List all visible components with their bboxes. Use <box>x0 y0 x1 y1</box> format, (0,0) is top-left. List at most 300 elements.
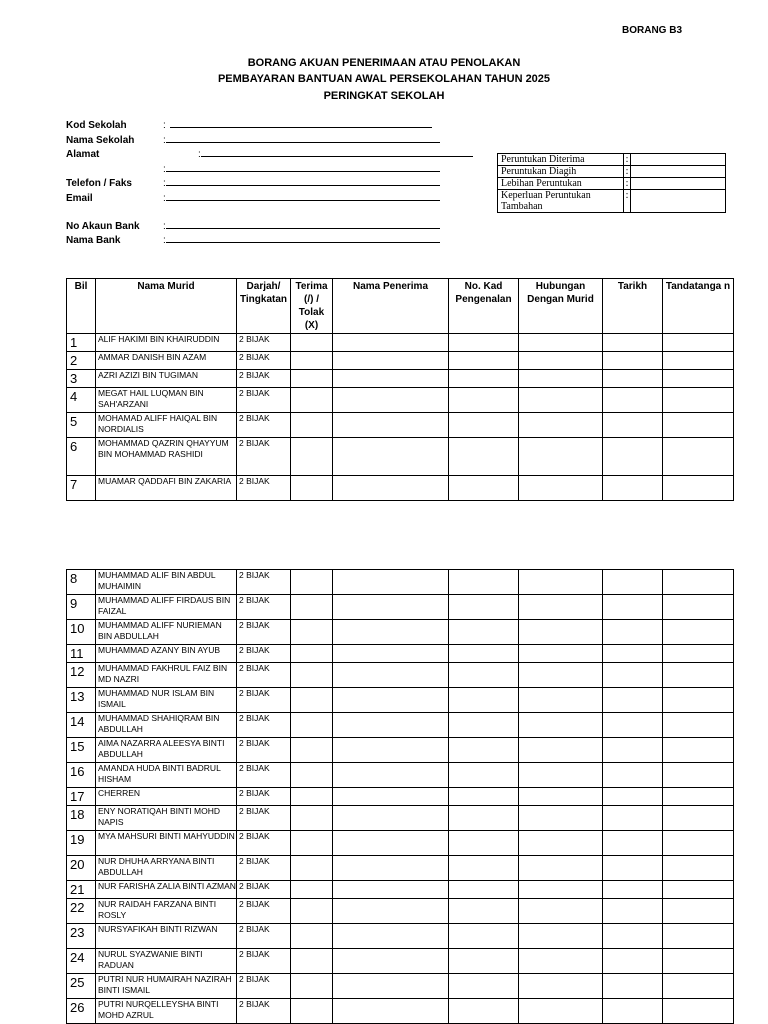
allocation-label: Peruntukan Diterima <box>498 154 624 166</box>
cell-hubungan[interactable] <box>519 949 603 974</box>
cell-nama-penerima[interactable] <box>333 738 449 763</box>
cell-bil: 18 <box>67 806 96 831</box>
cell-darjah: 2 BIJAK <box>237 924 291 949</box>
cell-darjah: 2 BIJAK <box>237 831 291 856</box>
cell-tandatangan[interactable] <box>663 999 734 1024</box>
cell-darjah: 2 BIJAK <box>237 738 291 763</box>
cell-nama-murid: AMMAR DANISH BIN AZAM <box>96 352 237 370</box>
cell-hubungan[interactable] <box>519 663 603 688</box>
label-kod-sekolah: Kod Sekolah <box>66 120 127 131</box>
cell-tarikh[interactable] <box>603 831 663 856</box>
allocation-row <box>498 166 726 178</box>
cell-hubungan[interactable] <box>519 620 603 645</box>
field-colon: : <box>163 221 166 232</box>
cell-darjah: 2 BIJAK <box>237 645 291 663</box>
cell-nama-murid: ALIF HAKIMI BIN KHAIRUDDIN <box>96 334 237 352</box>
cell-tandatangan[interactable] <box>663 806 734 831</box>
cell-nama-penerima[interactable] <box>333 856 449 881</box>
field-nama-bank[interactable] <box>163 235 440 246</box>
cell-tarikh[interactable] <box>603 713 663 738</box>
cell-tarikh[interactable] <box>603 595 663 620</box>
cell-tandatangan[interactable] <box>663 476 734 501</box>
table-header-row <box>67 279 734 334</box>
cell-terima[interactable] <box>291 413 333 438</box>
cell-tandatangan[interactable] <box>663 949 734 974</box>
cell-no-kad[interactable] <box>449 999 519 1024</box>
cell-tandatangan[interactable] <box>663 788 734 806</box>
cell-nama-penerima[interactable] <box>333 881 449 899</box>
cell-darjah: 2 BIJAK <box>237 949 291 974</box>
table-row <box>67 413 734 438</box>
cell-hubungan[interactable] <box>519 388 603 413</box>
cell-no-kad[interactable] <box>449 924 519 949</box>
cell-nama-penerima[interactable] <box>333 806 449 831</box>
cell-tandatangan[interactable] <box>663 438 734 476</box>
cell-terima[interactable] <box>291 620 333 645</box>
cell-tarikh[interactable] <box>603 413 663 438</box>
allocation-row <box>498 178 726 190</box>
cell-bil: 7 <box>67 476 96 501</box>
table-row <box>67 570 734 595</box>
cell-nama-murid: MUHAMMAD SHAHIQRAM BIN ABDULLAH <box>96 713 237 738</box>
cell-nama-penerima[interactable] <box>333 688 449 713</box>
cell-tarikh[interactable] <box>603 999 663 1024</box>
allocation-colon: : <box>624 154 631 166</box>
cell-no-kad[interactable] <box>449 831 519 856</box>
cell-darjah: 2 BIJAK <box>237 974 291 999</box>
cell-nama-murid: PUTRI NUR HUMAIRAH NAZIRAH BINTI ISMAIL <box>96 974 237 999</box>
cell-nama-murid: ENY NORATIQAH BINTI MOHD NAPIS <box>96 806 237 831</box>
cell-tarikh[interactable] <box>603 949 663 974</box>
cell-terima[interactable] <box>291 788 333 806</box>
cell-nama-penerima[interactable] <box>333 570 449 595</box>
cell-tandatangan[interactable] <box>663 645 734 663</box>
cell-nama-penerima[interactable] <box>333 831 449 856</box>
cell-terima[interactable] <box>291 974 333 999</box>
cell-tarikh[interactable] <box>603 924 663 949</box>
cell-no-kad[interactable] <box>449 899 519 924</box>
field-nama-sekolah[interactable] <box>163 135 440 146</box>
allocation-table <box>497 153 726 213</box>
cell-nama-penerima[interactable] <box>333 999 449 1024</box>
cell-darjah: 2 BIJAK <box>237 856 291 881</box>
table-row <box>67 881 734 899</box>
cell-darjah: 2 BIJAK <box>237 352 291 370</box>
cell-tarikh[interactable] <box>603 806 663 831</box>
cell-no-kad[interactable] <box>449 334 519 352</box>
cell-terima[interactable] <box>291 570 333 595</box>
cell-tarikh[interactable] <box>603 788 663 806</box>
table-row <box>67 949 734 974</box>
label-email: Email <box>66 193 93 204</box>
header-tandatangan: Tandatanga n <box>663 279 734 334</box>
cell-darjah: 2 BIJAK <box>237 713 291 738</box>
cell-hubungan[interactable] <box>519 899 603 924</box>
cell-nama-penerima[interactable] <box>333 974 449 999</box>
cell-tarikh[interactable] <box>603 352 663 370</box>
cell-bil: 6 <box>67 438 96 476</box>
cell-nama-murid: MUHAMMAD AZANY BIN AYUB <box>96 645 237 663</box>
cell-terima[interactable] <box>291 881 333 899</box>
student-table-page1 <box>66 278 734 501</box>
cell-terima[interactable] <box>291 763 333 788</box>
student-table-page2 <box>66 569 734 1024</box>
cell-nama-murid: MUAMAR QADDAFI BIN ZAKARIA <box>96 476 237 501</box>
cell-tandatangan[interactable] <box>663 570 734 595</box>
cell-nama-murid: NURUL SYAZWANIE BINTI RADUAN <box>96 949 237 974</box>
label-alamat: Alamat <box>66 149 100 160</box>
form-title-line2: PEMBAYARAN BANTUAN AWAL PERSEKOLAHAN TAHUN 2025 <box>217 73 551 85</box>
cell-tarikh[interactable] <box>603 688 663 713</box>
cell-nama-murid: MOHAMAD ALIFF HAIQAL BIN NORDIALIS <box>96 413 237 438</box>
cell-tarikh[interactable] <box>603 370 663 388</box>
cell-terima[interactable] <box>291 924 333 949</box>
allocation-value[interactable] <box>631 166 726 178</box>
form-code: BORANG B3 <box>622 25 683 36</box>
cell-no-kad[interactable] <box>449 788 519 806</box>
cell-hubungan[interactable] <box>519 370 603 388</box>
cell-nama-penerima[interactable] <box>333 620 449 645</box>
table-row <box>67 620 734 645</box>
cell-no-kad[interactable] <box>449 738 519 763</box>
cell-nama-penerima[interactable] <box>333 788 449 806</box>
cell-terima[interactable] <box>291 438 333 476</box>
cell-tarikh[interactable] <box>603 974 663 999</box>
cell-bil: 24 <box>67 949 96 974</box>
cell-tandatangan[interactable] <box>663 620 734 645</box>
cell-no-kad[interactable] <box>449 476 519 501</box>
table-row <box>67 352 734 370</box>
cell-bil: 4 <box>67 388 96 413</box>
cell-tandatangan[interactable] <box>663 663 734 688</box>
cell-darjah: 2 BIJAK <box>237 806 291 831</box>
cell-hubungan[interactable] <box>519 713 603 738</box>
cell-nama-murid: PUTRI NURQELLEYSHA BINTI MOHD AZRUL <box>96 999 237 1024</box>
cell-bil: 17 <box>67 788 96 806</box>
cell-bil: 21 <box>67 881 96 899</box>
cell-nama-murid: MEGAT HAIL LUQMAN BIN SAH'ARZANI <box>96 388 237 413</box>
cell-terima[interactable] <box>291 831 333 856</box>
table-row <box>67 856 734 881</box>
cell-tandatangan[interactable] <box>663 899 734 924</box>
cell-hubungan[interactable] <box>519 645 603 663</box>
cell-bil: 20 <box>67 856 96 881</box>
cell-no-kad[interactable] <box>449 763 519 788</box>
field-email[interactable] <box>163 193 440 204</box>
cell-nama-murid: MOHAMMAD QAZRIN QHAYYUM BIN MOHAMMAD RASHIDI <box>96 438 237 476</box>
cell-tandatangan[interactable] <box>663 881 734 899</box>
cell-hubungan[interactable] <box>519 334 603 352</box>
allocation-value[interactable] <box>631 190 726 213</box>
allocation-colon: : <box>624 190 631 213</box>
cell-tandatangan[interactable] <box>663 688 734 713</box>
cell-terima[interactable] <box>291 388 333 413</box>
allocation-value[interactable] <box>631 154 726 166</box>
cell-darjah: 2 BIJAK <box>237 388 291 413</box>
field-colon: : <box>163 135 166 146</box>
header-bil: Bil <box>67 279 96 334</box>
cell-tandatangan[interactable] <box>663 831 734 856</box>
table-row <box>67 924 734 949</box>
cell-no-kad[interactable] <box>449 688 519 713</box>
field-no-akaun[interactable] <box>163 221 440 232</box>
cell-no-kad[interactable] <box>449 949 519 974</box>
cell-tandatangan[interactable] <box>663 713 734 738</box>
table-row <box>67 788 734 806</box>
table-row <box>67 763 734 788</box>
cell-hubungan[interactable] <box>519 831 603 856</box>
cell-terima[interactable] <box>291 663 333 688</box>
table-row <box>67 334 734 352</box>
cell-tarikh[interactable] <box>603 856 663 881</box>
header-nama-penerima: Nama Penerima <box>333 279 449 334</box>
cell-terima[interactable] <box>291 645 333 663</box>
cell-darjah: 2 BIJAK <box>237 999 291 1024</box>
cell-terima[interactable] <box>291 856 333 881</box>
table-row <box>67 806 734 831</box>
cell-nama-murid: MUHAMMAD FAKHRUL FAIZ BIN MD NAZRI <box>96 663 237 688</box>
cell-tandatangan[interactable] <box>663 738 734 763</box>
cell-bil: 12 <box>67 663 96 688</box>
cell-tandatangan[interactable] <box>663 763 734 788</box>
cell-tarikh[interactable] <box>603 388 663 413</box>
cell-nama-penerima[interactable] <box>333 763 449 788</box>
cell-terima[interactable] <box>291 334 333 352</box>
cell-bil: 10 <box>67 620 96 645</box>
cell-nama-murid: NUR DHUHA ARRYANA BINTI ABDULLAH <box>96 856 237 881</box>
cell-nama-murid: AMANDA HUDA BINTI BADRUL HISHAM <box>96 763 237 788</box>
cell-no-kad[interactable] <box>449 438 519 476</box>
cell-darjah: 2 BIJAK <box>237 663 291 688</box>
cell-darjah: 2 BIJAK <box>237 595 291 620</box>
cell-hubungan[interactable] <box>519 881 603 899</box>
cell-bil: 5 <box>67 413 96 438</box>
table-row <box>67 663 734 688</box>
table-row <box>67 645 734 663</box>
cell-no-kad[interactable] <box>449 713 519 738</box>
allocation-row <box>498 154 726 166</box>
allocation-colon: : <box>624 166 631 178</box>
cell-terima[interactable] <box>291 899 333 924</box>
cell-nama-penerima[interactable] <box>333 438 449 476</box>
cell-bil: 11 <box>67 645 96 663</box>
field-kod-sekolah[interactable] <box>163 120 432 131</box>
cell-tandatangan[interactable] <box>663 334 734 352</box>
cell-no-kad[interactable] <box>449 881 519 899</box>
cell-nama-murid: NUR RAIDAH FARZANA BINTI ROSLY <box>96 899 237 924</box>
field-alamat-1[interactable] <box>198 149 473 160</box>
allocation-row <box>498 190 726 213</box>
cell-tarikh[interactable] <box>603 620 663 645</box>
cell-bil: 16 <box>67 763 96 788</box>
label-telefon: Telefon / Faks <box>66 178 132 189</box>
field-alamat-2[interactable] <box>163 164 440 175</box>
cell-darjah: 2 BIJAK <box>237 370 291 388</box>
cell-tarikh[interactable] <box>603 645 663 663</box>
cell-tandatangan[interactable] <box>663 413 734 438</box>
cell-bil: 9 <box>67 595 96 620</box>
cell-bil: 15 <box>67 738 96 763</box>
cell-nama-penerima[interactable] <box>333 924 449 949</box>
cell-bil: 19 <box>67 831 96 856</box>
table-row <box>67 738 734 763</box>
table-row <box>67 370 734 388</box>
allocation-label: Keperluan Peruntukan Tambahan <box>498 190 624 213</box>
cell-nama-penerima[interactable] <box>333 713 449 738</box>
cell-bil: 22 <box>67 899 96 924</box>
cell-tarikh[interactable] <box>603 899 663 924</box>
cell-hubungan[interactable] <box>519 999 603 1024</box>
cell-hubungan[interactable] <box>519 595 603 620</box>
cell-nama-murid: MUHAMMAD NUR ISLAM BIN ISMAIL <box>96 688 237 713</box>
cell-terima[interactable] <box>291 738 333 763</box>
cell-nama-penerima[interactable] <box>333 388 449 413</box>
cell-darjah: 2 BIJAK <box>237 788 291 806</box>
cell-nama-penerima[interactable] <box>333 899 449 924</box>
cell-no-kad[interactable] <box>449 645 519 663</box>
cell-hubungan[interactable] <box>519 438 603 476</box>
cell-darjah: 2 BIJAK <box>237 438 291 476</box>
cell-nama-penerima[interactable] <box>333 645 449 663</box>
field-telefon[interactable] <box>163 178 440 189</box>
cell-tandatangan[interactable] <box>663 370 734 388</box>
table-row <box>67 974 734 999</box>
cell-terima[interactable] <box>291 352 333 370</box>
cell-hubungan[interactable] <box>519 806 603 831</box>
allocation-colon: : <box>624 178 631 190</box>
cell-tarikh[interactable] <box>603 476 663 501</box>
cell-tandatangan[interactable] <box>663 352 734 370</box>
cell-hubungan[interactable] <box>519 974 603 999</box>
cell-bil: 1 <box>67 334 96 352</box>
table-row <box>67 999 734 1024</box>
allocation-value[interactable] <box>631 178 726 190</box>
cell-terima[interactable] <box>291 999 333 1024</box>
cell-tarikh[interactable] <box>603 738 663 763</box>
header-tarikh: Tarikh <box>603 279 663 334</box>
cell-bil: 14 <box>67 713 96 738</box>
cell-tandatangan[interactable] <box>663 974 734 999</box>
field-colon: : <box>163 178 166 189</box>
table-row <box>67 688 734 713</box>
cell-tarikh[interactable] <box>603 763 663 788</box>
cell-tarikh[interactable] <box>603 663 663 688</box>
cell-nama-penerima[interactable] <box>333 413 449 438</box>
cell-terima[interactable] <box>291 713 333 738</box>
label-nama-sekolah: Nama Sekolah <box>66 135 135 146</box>
cell-hubungan[interactable] <box>519 788 603 806</box>
cell-bil: 8 <box>67 570 96 595</box>
allocation-label: Lebihan Peruntukan <box>498 178 624 190</box>
cell-no-kad[interactable] <box>449 388 519 413</box>
cell-bil: 26 <box>67 999 96 1024</box>
cell-tarikh[interactable] <box>603 570 663 595</box>
cell-tarikh[interactable] <box>603 881 663 899</box>
cell-hubungan[interactable] <box>519 688 603 713</box>
header-darjah: Darjah/ Tingkatan <box>237 279 291 334</box>
field-colon: : <box>163 193 166 204</box>
cell-no-kad[interactable] <box>449 370 519 388</box>
cell-no-kad[interactable] <box>449 856 519 881</box>
cell-hubungan[interactable] <box>519 570 603 595</box>
cell-hubungan[interactable] <box>519 476 603 501</box>
cell-terima[interactable] <box>291 949 333 974</box>
field-colon: : <box>198 149 201 160</box>
cell-nama-murid: MYA MAHSURI BINTI MAHYUDDIN <box>96 831 237 856</box>
cell-tarikh[interactable] <box>603 334 663 352</box>
cell-terima[interactable] <box>291 370 333 388</box>
cell-terima[interactable] <box>291 688 333 713</box>
cell-no-kad[interactable] <box>449 352 519 370</box>
cell-hubungan[interactable] <box>519 924 603 949</box>
cell-no-kad[interactable] <box>449 595 519 620</box>
cell-tandatangan[interactable] <box>663 856 734 881</box>
cell-no-kad[interactable] <box>449 413 519 438</box>
field-colon: : <box>163 164 166 175</box>
cell-bil: 23 <box>67 924 96 949</box>
cell-nama-penerima[interactable] <box>333 352 449 370</box>
cell-bil: 2 <box>67 352 96 370</box>
cell-darjah: 2 BIJAK <box>237 476 291 501</box>
field-colon: : <box>163 120 166 131</box>
cell-nama-penerima[interactable] <box>333 476 449 501</box>
cell-hubungan[interactable] <box>519 763 603 788</box>
cell-nama-murid: MUHAMMAD ALIF BIN ABDUL MUHAIMIN <box>96 570 237 595</box>
cell-bil: 3 <box>67 370 96 388</box>
header-nama-murid: Nama Murid <box>96 279 237 334</box>
cell-nama-murid: CHERREN <box>96 788 237 806</box>
cell-darjah: 2 BIJAK <box>237 570 291 595</box>
cell-nama-murid: AZRI AZIZI BIN TUGIMAN <box>96 370 237 388</box>
cell-nama-penerima[interactable] <box>333 334 449 352</box>
cell-darjah: 2 BIJAK <box>237 688 291 713</box>
label-no-akaun: No Akaun Bank <box>66 221 140 232</box>
cell-nama-murid: MUHAMMAD ALIFF NURIEMAN BIN ABDULLAH <box>96 620 237 645</box>
cell-nama-penerima[interactable] <box>333 595 449 620</box>
table-row <box>67 831 734 856</box>
cell-nama-penerima[interactable] <box>333 370 449 388</box>
cell-tandatangan[interactable] <box>663 388 734 413</box>
cell-hubungan[interactable] <box>519 738 603 763</box>
cell-no-kad[interactable] <box>449 663 519 688</box>
cell-hubungan[interactable] <box>519 856 603 881</box>
cell-tandatangan[interactable] <box>663 924 734 949</box>
cell-darjah: 2 BIJAK <box>237 763 291 788</box>
table-row <box>67 476 734 501</box>
table-row <box>67 438 734 476</box>
table-row <box>67 899 734 924</box>
cell-terima[interactable] <box>291 476 333 501</box>
cell-nama-penerima[interactable] <box>333 949 449 974</box>
cell-terima[interactable] <box>291 595 333 620</box>
header-hubungan: Hubungan Dengan Murid <box>519 279 603 334</box>
cell-bil: 25 <box>67 974 96 999</box>
label-nama-bank: Nama Bank <box>66 235 121 246</box>
cell-no-kad[interactable] <box>449 620 519 645</box>
cell-nama-penerima[interactable] <box>333 663 449 688</box>
cell-no-kad[interactable] <box>449 570 519 595</box>
cell-tandatangan[interactable] <box>663 595 734 620</box>
cell-terima[interactable] <box>291 806 333 831</box>
cell-hubungan[interactable] <box>519 413 603 438</box>
cell-darjah: 2 BIJAK <box>237 899 291 924</box>
cell-no-kad[interactable] <box>449 806 519 831</box>
cell-hubungan[interactable] <box>519 352 603 370</box>
cell-darjah: 2 BIJAK <box>237 413 291 438</box>
cell-no-kad[interactable] <box>449 974 519 999</box>
cell-tarikh[interactable] <box>603 438 663 476</box>
cell-nama-murid: MUHAMMAD ALIFF FIRDAUS BIN FAIZAL <box>96 595 237 620</box>
